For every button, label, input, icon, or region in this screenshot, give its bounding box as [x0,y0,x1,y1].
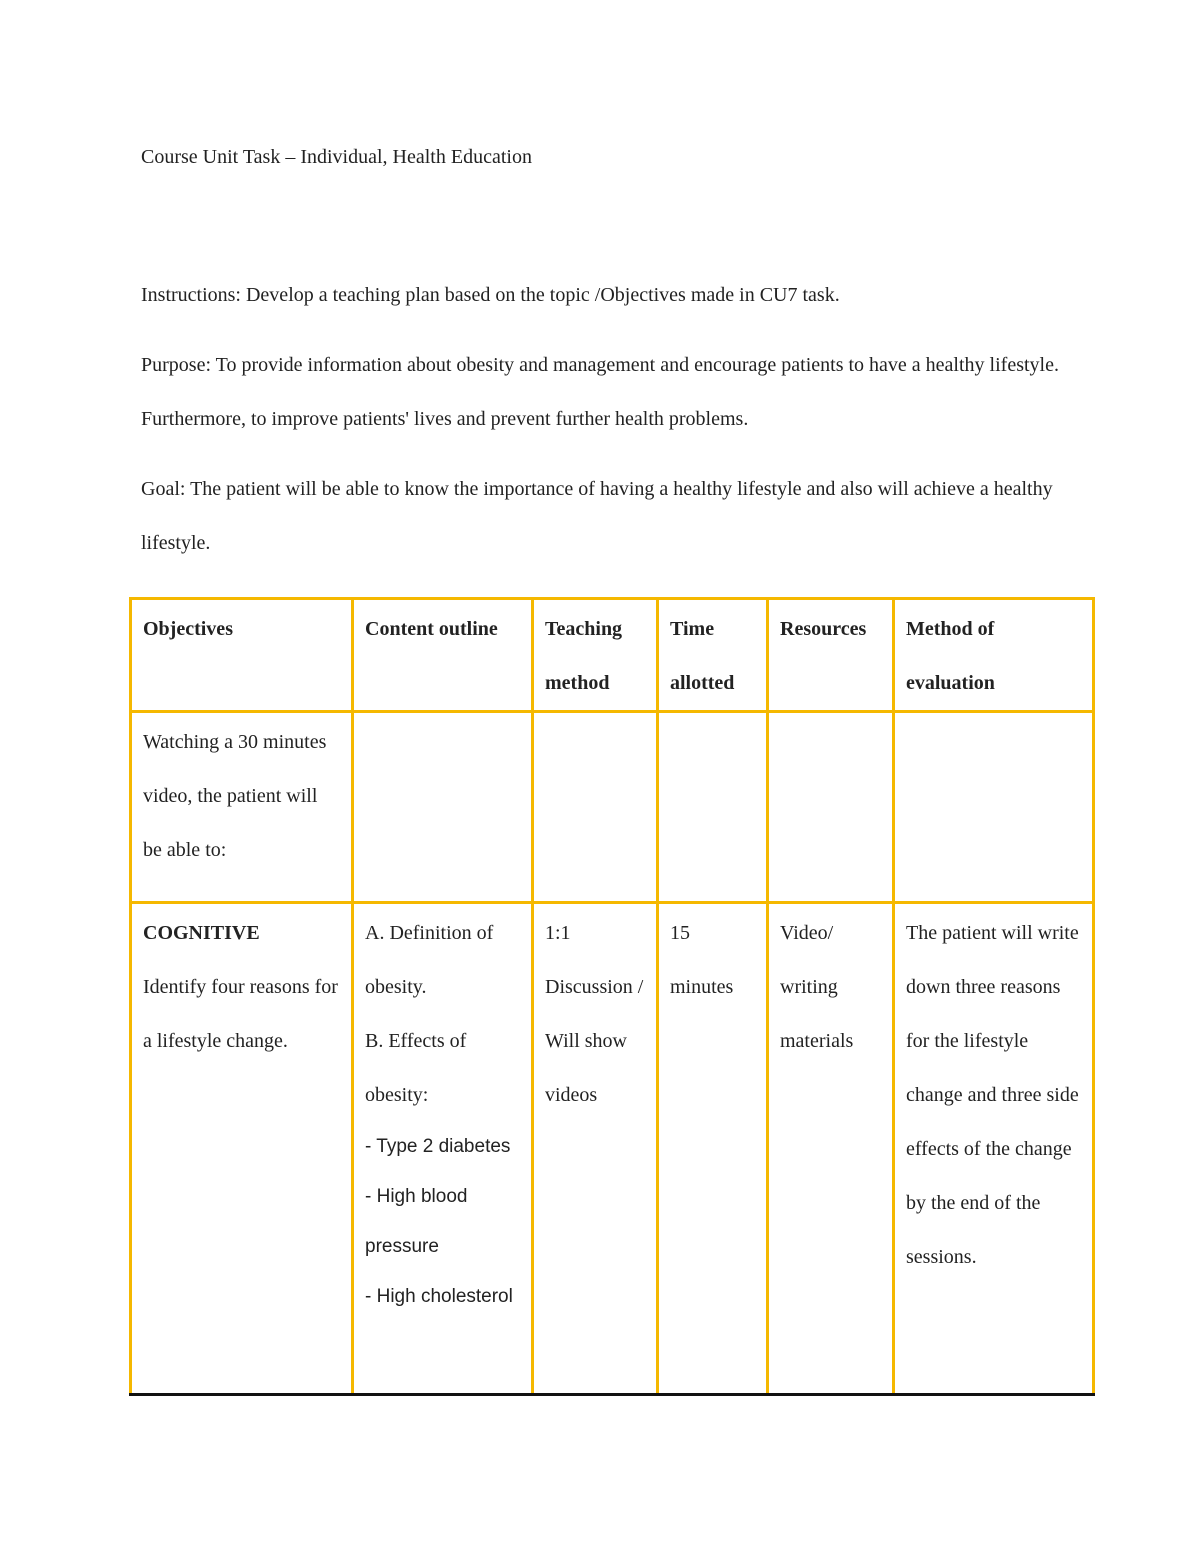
content-subitem: - High blood pressure [365,1186,468,1257]
header-resources: Resources [768,599,894,712]
intro-objectives-cell: Watching a 30 minutes video, the patient will be able to: [131,712,353,903]
teaching-plan-table [129,597,1095,1396]
empty-cell [658,712,768,903]
content-item-b: B. Effects of obesity: [365,1030,467,1106]
evaluation-cell: The patient will write down three reasons for the lifestyle change and three side effects of the change by the end of the sessions. [894,903,1094,1395]
table-header-row [131,599,1094,712]
header-teaching-method: Teaching method [533,599,658,712]
document-title: Course Unit Task – Individual, Health Education [141,146,532,168]
empty-cell [894,712,1094,903]
table-row [131,712,1094,903]
empty-cell [353,712,533,903]
goal-paragraph: Goal: The patient will be able to know the importance of having a healthy lifestyle and also will achieve a healthy lifestyle. [141,478,1053,554]
content-subitem: - High cholesterol [365,1286,513,1307]
cognitive-objectives-cell [131,903,353,1395]
header-content-outline: Content outline [353,599,533,712]
content-subitem: - Type 2 diabetes [365,1136,511,1157]
header-time-allotted: Time allotted [658,599,768,712]
instructions-paragraph: Instructions: Develop a teaching plan based on the topic /Objectives made in CU7 task. [141,284,840,306]
empty-cell [768,712,894,903]
content-item-a: A. Definition of obesity. [365,922,494,998]
header-objectives: Objectives [131,599,353,712]
header-method-of-evaluation: Method of evaluation [894,599,1094,712]
content-outline-cell [353,903,533,1395]
time-allotted-cell: 15 minutes [658,903,768,1395]
cognitive-objective-text: Identify four reasons for a lifestyle change. [143,976,338,1052]
empty-cell [533,712,658,903]
resources-cell: Video/ writing materials [768,903,894,1395]
cognitive-heading: COGNITIVE [143,922,260,944]
purpose-paragraph: Purpose: To provide information about obesity and management and encourage patients to have a healthy lifestyle. Furthermore, to improve patients' lives and prevent further health problems. [141,354,1059,430]
table-row [131,903,1094,1395]
teaching-method-cell: 1:1 Discussion / Will show videos [533,903,658,1395]
